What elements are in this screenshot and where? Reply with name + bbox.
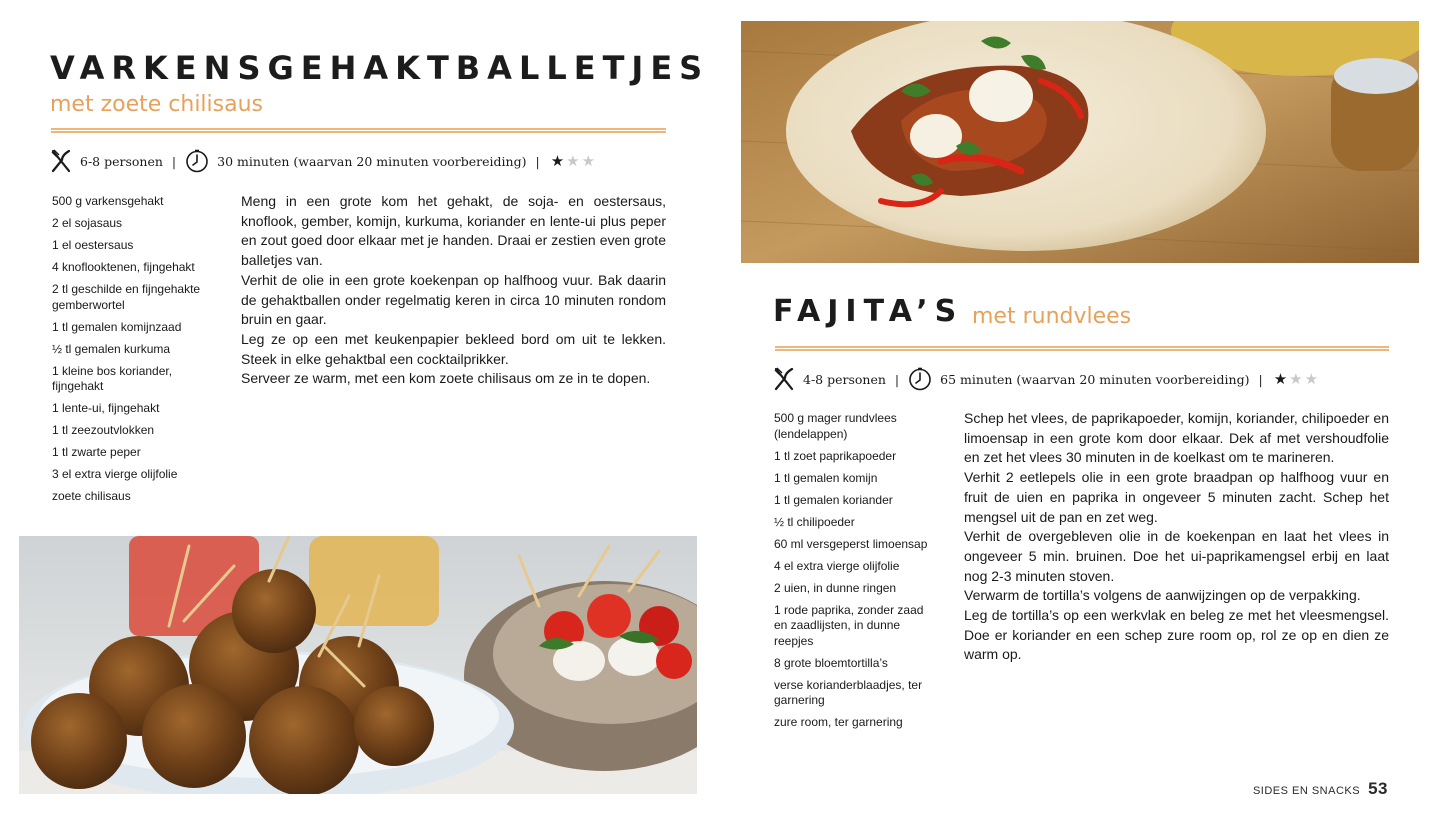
recipe1-title: VARKENSGEHAKTBALLETJES (50, 49, 710, 87)
ingredient-item: 1 tl gemalen komijnzaad (52, 319, 182, 334)
ingredient-item: 1 tl zeezoutvlokken (52, 423, 155, 437)
meatballs-photo (19, 536, 697, 794)
ingredient-item: 3 el extra vierge olijfolie (52, 467, 178, 481)
method-step: Verhit de olie in een grote koekenpan op halfhoog vuur. Bak daarin de gehaktballen onder regelmatig keren in circa 10 minuten rondom bruin en gaar. (241, 271, 666, 328)
star-icon: ★ (1289, 369, 1303, 388)
ingredient-item: 1 tl gemalen komijn (774, 470, 878, 485)
ingredient-item: 500 g varkensgehakt (52, 194, 164, 208)
ingredient-item: ½ tl chilipoeder (774, 514, 855, 529)
recipe2-method (964, 409, 1389, 665)
ingredient-item: 1 tl zoet paprikapoeder (774, 448, 897, 463)
ingredient-item: ½ tl gemalen kurkuma (52, 341, 171, 356)
section-name: SIDES EN SNACKS (1252, 785, 1361, 797)
ingredient-item: 4 knoflooktenen, fijngehakt (52, 260, 195, 274)
meta-separator: | (535, 153, 540, 169)
recipe2-subtitle: met rundvlees (972, 304, 1132, 329)
recipe1-time: 30 minuten (waarvan 20 minuten voorbereiding) (217, 153, 527, 169)
clock-icon (908, 367, 932, 391)
ingredient-item: 8 grote bloemtortilla’s (774, 655, 888, 670)
meta-separator: | (171, 153, 177, 169)
method-step: Leg ze op een met keukenpapier bekleed bord om uit te lekken. Steek in elke gehaktbal een cocktailprikker. (241, 330, 666, 367)
method-step: Schep het vlees, de paprikapoeder, komijn, koriander, chilipoeder en limoensap in een grote kom door elkaar. Dek af met vershoudfolie en zet het vlees 30 minuten in de koelkast om te marineren. (964, 410, 1389, 466)
page-footer (1253, 779, 1388, 799)
ingredient-item: 1 el oestersaus (52, 238, 134, 252)
ingredient-item: 2 tl geschilde en fijngehakte gemberwortel (52, 282, 201, 312)
recipe2-divider (775, 346, 1389, 351)
recipe1-servings: 6-8 personen (80, 153, 163, 169)
recipe1-divider (51, 128, 666, 133)
recipe1-subtitle: met zoete chilisaus (50, 92, 264, 117)
star-icon: ★ (1304, 369, 1319, 388)
recipe2-servings: 4-8 personen (803, 371, 886, 387)
fajita-photo (741, 21, 1419, 263)
ingredient-item: 500 g mager rundvlees (lendelappen) (774, 411, 897, 441)
method-step: Leg de tortilla’s op een werkvlak en beleg ze met het vleesmengsel. Doe er koriander en een schep zure room op, rol ze op en dien ze warm op. (964, 607, 1389, 663)
ingredient-item: zoete chilisaus (52, 489, 131, 503)
cutlery-icon (773, 367, 795, 391)
ingredient-item: 1 rode paprika, zonder zaad en zaadlijsten, in dunne reepjes (774, 602, 924, 648)
ingredient-item: 4 el extra vierge olijfolie (774, 558, 900, 573)
recipe2-title: FAJITA’S (773, 294, 964, 329)
meta-separator: | (1258, 371, 1263, 387)
page-number: 53 (1368, 779, 1388, 798)
star-icon: ★ (581, 151, 596, 170)
ingredient-item: zure room, ter garnering (774, 715, 903, 729)
ingredient-item: 1 kleine bos koriander, fijngehakt (52, 363, 173, 393)
clock-icon (185, 149, 209, 173)
meta-separator: | (894, 371, 900, 387)
ingredient-item: 60 ml versgeperst limoensap (774, 536, 928, 551)
star-icon: ★ (550, 151, 565, 170)
recipe1-meta (50, 149, 595, 173)
recipe2-ingredients (774, 411, 929, 737)
star-icon: ★ (566, 151, 580, 170)
method-step: Verhit 2 eetlepels olie in een grote braadpan op halfhoog vuur en fruit de uien en paprika in ongeveer 5 minuten zacht. Schep het mengsel uit de pan en zet weg. (964, 469, 1389, 525)
method-step: Verwarm de tortilla’s volgens de aanwijzingen op de verpakking. (964, 587, 1361, 604)
method-step: Verhit de overgebleven olie in de koekenpan en laat het vlees in ongeveer 5 min. bruinen. Doe het ui-paprikamengsel erbij en laat nog 2-3 minuten stoven. (964, 528, 1389, 584)
ingredient-item: 2 uien, in dunne ringen (774, 580, 897, 595)
cutlery-icon (50, 149, 72, 173)
recipe1-difficulty-rating (550, 151, 596, 170)
recipe1-method (241, 192, 666, 389)
recipe2-meta (773, 367, 1318, 391)
ingredient-item: 1 tl zwarte peper (52, 445, 141, 459)
ingredient-item: 1 tl gemalen koriander (774, 492, 893, 507)
recipe1-ingredients (52, 194, 224, 511)
ingredient-item: 2 el sojasaus (52, 216, 123, 230)
ingredient-item: 1 lente-ui, fijngehakt (52, 401, 160, 415)
method-step: Serveer ze warm, met een kom zoete chilisaus om ze in te dopen. (241, 370, 651, 387)
star-icon: ★ (1273, 369, 1288, 388)
ingredient-item: verse korianderblaadjes, ter garnering (774, 677, 923, 707)
recipe2-time: 65 minuten (waarvan 20 minuten voorbereiding) (940, 371, 1250, 387)
recipe2-difficulty-rating (1273, 369, 1319, 388)
method-step: Meng in een grote kom het gehakt, de soja- en oestersaus, knoflook, gember, komijn, kurkuma, koriander en lente-ui plus peper en zout goed door elkaar met je handen. Draai er zestien even grote balletjes van. (241, 193, 666, 269)
